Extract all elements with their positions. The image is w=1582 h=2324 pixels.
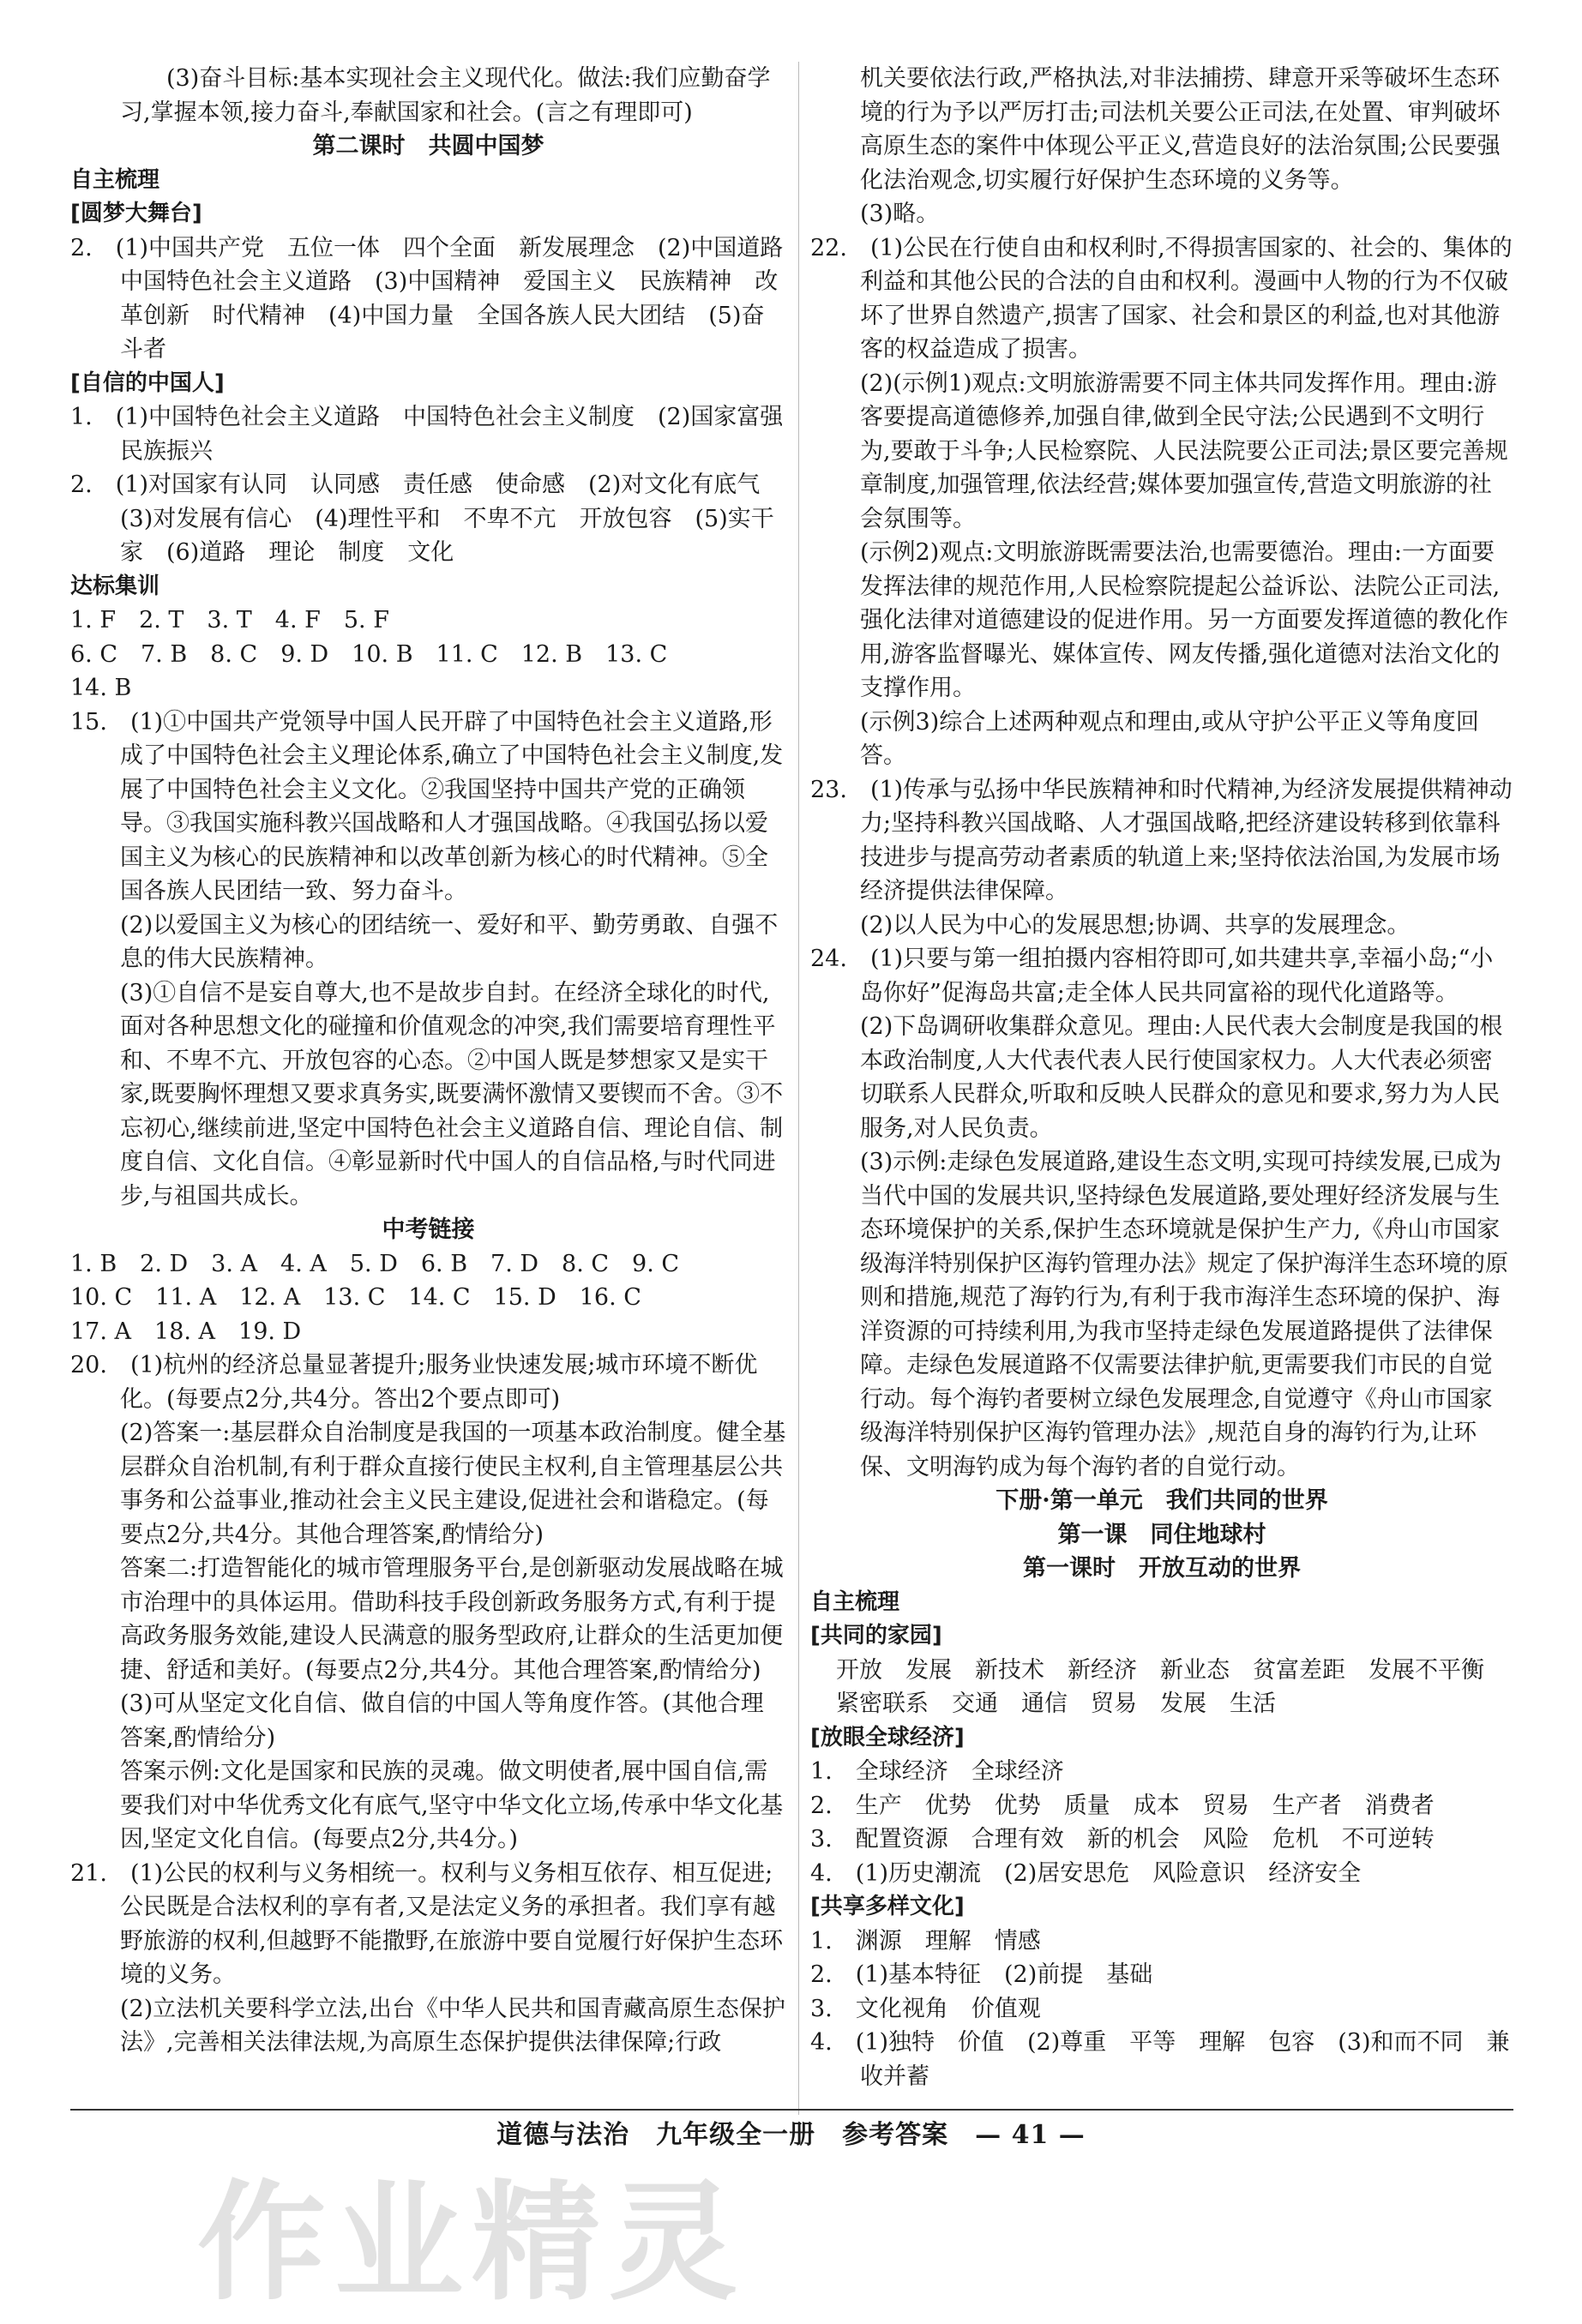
answer-item: 2. (1)对国家有认同 认同感 责任感 使命感 (2)对文化有底气 (3)对发展有信心 (4)理性平和 不卑不亢 开放包容 (5)实干家 (6)道路 理论 制度 文化 — [70, 471, 784, 566]
section-bracket-jiayuan: [共同的家园] — [810, 1623, 942, 1648]
watermark: 作业精灵 — [197, 2169, 747, 2318]
answer-row: 1. B 2. D 3. A 4. A 5. D 6. B 7. D 8. C 9. C — [70, 1250, 680, 1277]
section-heading-zizhu: 自主梳理 — [810, 1588, 900, 1615]
left-column — [70, 62, 807, 2060]
question-20: 20. (1)杭州的经济总量显著提升;服务业快速发展;城市环境不断优化。(每要点2分,共4分。答出2个要点即可) — [70, 1352, 758, 1413]
question-22: 22. (1)公民在行使自由和权利时,不得损害国家的、社会的、集体的利益和其他公民的合法的自由和权利。漫画中人物的行为不仅破坏了世界自然遗产,损害了国家、社会和景区的利益,也对其他游客的权益造成了损害。 — [810, 234, 1513, 363]
page-footer: 道德与法治 九年级全一册 参考答案 — 41 — — [496, 2120, 1086, 2150]
question-24: 24. (1)只要与第一组拍摄内容相符即可,如共建共享,幸福小岛;“小岛你好”促海岛共富;走全体人民共同富裕的现代化道路等。 — [810, 946, 1494, 1006]
question-20-part: 答案二:打造智能化的城市管理服务平台,是创新驱动发展战略在城市治理中的具体运用。借助科技手段创新政务服务方式,有利于提高政务服务效能,建设人民满意的服务型政府,让群众的生活更加便捷、舒适和美好。(每要点2分,共4分。其他合理答案,酌情给分) — [120, 1555, 784, 1684]
section-heading-dabiao: 达标集训 — [70, 573, 160, 599]
question-20-part: (2)答案一:基层群众自治制度是我国的一项基本政治制度。健全基层群众自治机制,有利于群众直接行使民主权利,自主管理基层公共事务和公益事业,推动社会主义民主建设,促进社会和谐稳定。(每要点2分,共4分。其他合理答案,酌情给分) — [120, 1420, 786, 1548]
answer-item: 1. 渊源 理解 情感 — [810, 1927, 1041, 1955]
answer-row: 17. A 18. A 19. D — [70, 1318, 302, 1345]
answer-row: 6. C 7. B 8. C 9. D 10. B 11. C 12. B 13. C — [70, 640, 668, 668]
question-15-part: (3)①自信不是妄自尊大,也不是故步自封。在经济全球化的时代,面对各种思想文化的碰撞和价值观念的冲突,我们需要培育理性平和、不卑不亢、开放包容的心态。②中国人既是梦想家又是实干家,既要胸怀理想又要求真务实,既要满怀激情又要锲而不舍。③不忘初心,继续前进,坚定中国特色社会主义道路自信、理论自信、制度自信、文化自信。④彰显新时代中国人的自信品格,与时代同进步,与祖国共成长。 — [120, 979, 784, 1210]
column-divider — [798, 62, 799, 2115]
question-21-part: (3)略。 — [860, 201, 940, 227]
section-bracket-yuanmeng: [圆梦大舞台] — [70, 201, 202, 226]
section-bracket-wenhua: [共享多样文化] — [810, 1894, 965, 1919]
question-20-part: 答案示例:文化是国家和民族的灵魂。做文明使者,展中国自信,需要我们对中华优秀文化有底气,坚守中华文化立场,传承中华文化基因,坚定文化自信。(每要点2分,共4分。) — [120, 1758, 784, 1853]
question-21-continued: 机关要依法行政,严格执法,对非法捕捞、肆意开采等破坏生态环境的行为予以严厉打击;司法机关要公正司法,在处置、审判破坏高原生态的案件中体现公平正义,营造良好的法治氛围;公民要强化法治观念,切实履行好保护生态环境的义务等。 — [860, 65, 1501, 194]
question-21-part: (2)立法机关要科学立法,出台《中华人民共和国青藏高原生态保护法》,完善相关法律法规,为高原生态保护提供法律保障;行政 — [120, 1995, 785, 2056]
zhongkao-heading: 中考链接 — [382, 1216, 475, 1243]
answer-item: 2. (1)中国共产党 五位一体 四个全面 新发展理念 (2)中国道路 中国特色社会主义道路 (3)中国精神 爱国主义 民族精神 改革创新 时代精神 (4)中国力量 全国各族人民大团结 (5)奋斗者 — [70, 234, 807, 363]
answer-item: 1. 全球经济 全球经济 — [810, 1758, 1064, 1785]
answer-item: 开放 发展 新技术 新经济 新业态 贫富差距 发展不平衡 紧密联系 交通 通信 贸易 发展 生活 — [836, 1656, 1507, 1717]
question-23: 23. (1)传承与弘扬中华民族精神和时代精神,为经济发展提供精神动力;坚持科教兴国战略、人才强国战略,把经济建设转移到依靠科技进步与提高劳动者素质的轨道上来;坚持依法治国,为发展市场经济提供法律保障。 — [810, 776, 1513, 904]
lesson-title: 第二课时 共圆中国梦 — [312, 133, 544, 159]
question-24-part: (2)下岛调研收集群众意见。理由:人民代表大会制度是我国的根本政治制度,人大代表代表人民行使国家权力。人大代表必须密切联系人民群众,听取和反映人民群众的意见和要求,努力为人民服务,对人民负责。 — [860, 1013, 1503, 1142]
question-15: 15. (1)①中国共产党领导中国人民开辟了中国特色社会主义道路,形成了中国特色社会主义理论体系,确立了中国特色社会主义制度,发展了中国特色社会主义文化。②我国坚持中国共产党的正确领导。③我国实施科教兴国战略和人才强国战略。④我国弘扬以爱国主义为核心的民族精神和以改革创新为核心的时代精神。⑤全国各族人民团结一致、努力奋斗。 — [70, 708, 784, 904]
answer-item: 3. 文化视角 价值观 — [810, 1995, 1041, 2022]
answer-item: 3. 配置资源 合理有效 新的机会 风险 危机 不可逆转 — [810, 1826, 1435, 1853]
sub-lesson-title: 第一课时 开放互动的世界 — [1023, 1555, 1301, 1582]
answer-item: 2. 生产 优势 优势 质量 成本 贸易 生产者 消费者 — [810, 1792, 1435, 1819]
answer-item: 2. (1)基本特征 (2)前提 基础 — [810, 1961, 1153, 1988]
footer-divider — [70, 2109, 1513, 2111]
section-bracket-jingji: [放眼全球经济] — [810, 1724, 965, 1751]
answer-row: 14. B — [70, 675, 132, 701]
right-column — [810, 62, 1513, 2093]
section-bracket-zixin: [自信的中国人] — [70, 369, 225, 396]
section-heading-zizhu: 自主梳理 — [70, 166, 160, 193]
question-22-part: (示例2)观点:文明旅游既需要法治,也需要德治。理由:一方面要发挥法律的规范作用,人民检察院提起公益诉讼、法院公正司法,强化法律对道德建设的促进作用。另一方面要发挥道德的教化作用,游客监督曝光、媒体宣传、网友传播,强化道德对法治文化的支撑作用。 — [860, 539, 1508, 701]
answer-row: 1. F 2. T 3. T 4. F 5. F — [70, 607, 389, 634]
question-15-part: (2)以爱国主义为核心的团结统一、爱好和平、勤劳勇敢、自强不息的伟大民族精神。 — [120, 911, 779, 972]
question-24-part: (3)示例:走绿色发展道路,建设生态文明,实现可持续发展,已成为当代中国的发展共识,坚持绿色发展道路,要处理好经济发展与生态环境保护的关系,保护生态环境就是保护生产力,《舟山市国家级海洋特别保护区海钓管理办法》规定了保护海洋生态环境的原则和措施,规范了海钓行为,有利于我市海洋生态环境的保护、海洋资源的可持续利用,为我市坚持走绿色发展道路提供了法律保障。走绿色发展道路不仅需要法律护航,更需要我们市民的自觉行动。每个海钓者要树立绿色发展理念,自觉遵守《舟山市国家级海洋特别保护区海钓管理办法》,规范自身的海钓行为,让环保、文明海钓成为每个海钓者的自觉行动。 — [860, 1149, 1508, 1480]
question-22-part: (2)(示例1)观点:文明旅游需要不同主体共同发挥作用。理由:游客要提高道德修养,加强自律,做到全民守法;公民遇到不文明行为,要敢于斗争;人民检察院、人民法院要公正司法;景区要完善规章制度,加强管理,依法经营;媒体要加强宣传,营造文明旅游的社会氛围等。 — [860, 369, 1508, 532]
question-20-part: (3)可从坚定文化自信、做自信的中国人等角度作答。(其他合理答案,酌情给分) — [120, 1690, 764, 1751]
answer-row: 10. C 11. A 12. A 13. C 14. C 15. D 16. C — [70, 1284, 641, 1311]
unit-title: 下册·第一单元 我们共同的世界 — [996, 1487, 1328, 1514]
question-22-part: (示例3)综合上述两种观点和理由,或从守护公平正义等角度回答。 — [860, 708, 1479, 769]
answer-item: 4. (1)历史潮流 (2)居安思危 风险意识 经济安全 — [810, 1859, 1362, 1887]
answer-item: 4. (1)独特 价值 (2)尊重 平等 理解 包容 (3)和而不同 兼收并蓄 — [810, 2029, 1510, 2090]
question-21: 21. (1)公民的权利与义务相统一。权利与义务相互依存、相互促进;公民既是合法权利的享有者,又是法定义务的承担者。我们享有越野旅游的权利,但越野不能撒野,在旅游中要自觉履行好保护生态环境的义务。 — [70, 1859, 784, 1988]
answer-item: 1. (1)中国特色社会主义道路 中国特色社会主义制度 (2)国家富强 民族振兴 — [70, 404, 807, 465]
intro-text: (3)奋斗目标:基本实现社会主义现代化。做法:我们应勤奋学习,掌握本领,接力奋斗,奉献国家和社会。(言之有理即可) — [120, 65, 771, 126]
lesson-title: 第一课 同住地球村 — [1057, 1521, 1266, 1548]
question-23-part: (2)以人民为中心的发展思想;协调、共享的发展理念。 — [860, 911, 1411, 939]
